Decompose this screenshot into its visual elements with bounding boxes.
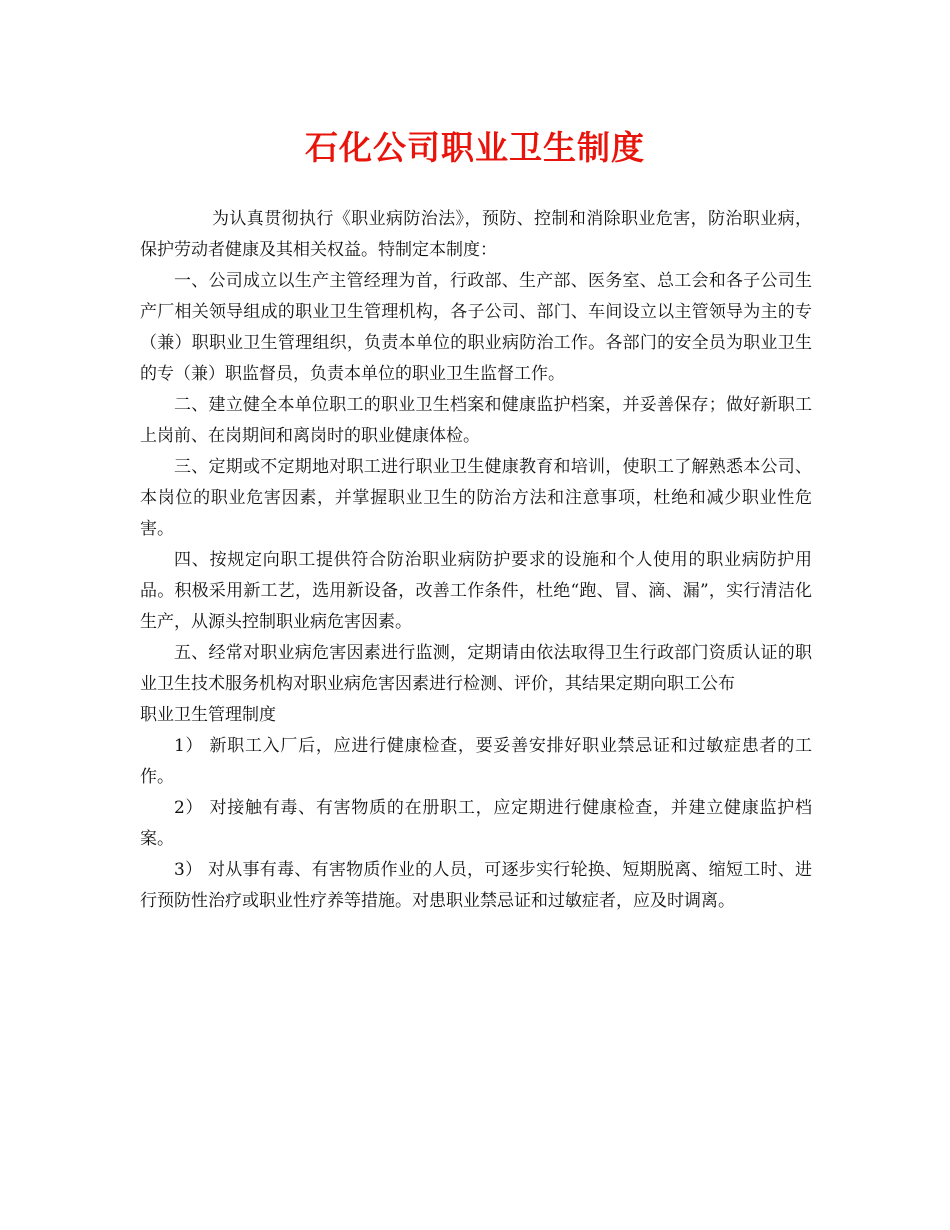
section-heading: 职业卫生管理制度 (140, 705, 276, 725)
clause-3-paragraph: 三、定期或不定期地对职工进行职业卫生健康教育和培训，使职工了解熟悉本公司、本岗位的职业危害因素，并掌握职业卫生的防治方法和注意事项，杜绝和减少职业性危害。 (140, 457, 812, 539)
clause-5-paragraph: 五、经常对职业病危害因素进行监测，定期请由依法取得卫生行政部门资质认证的职业卫生技术服务机构对职业病危害因素进行检测、评价，其结果定期向职工公布 (140, 643, 812, 694)
rule-1-paragraph: 1） 新职工入厂后，应进行健康检查，要妥善安排好职业禁忌证和过敏症患者的工作。 (140, 736, 812, 787)
rule-3-paragraph: 3） 对从事有毒、有害物质作业的人员，可逐步实行轮换、短期脱离、缩短工时、进行预防性治疗或职业性疗养等措施。对患职业禁忌证和过敏症者，应及时调离。 (140, 860, 812, 911)
clause-4-paragraph: 四、按规定向职工提供符合防治职业病防护要求的设施和个人使用的职业病防护用品。积极采用新工艺，选用新设备，改善工作条件，杜绝“跑、冒、滴、漏”，实行清洁化生产，从源头控制职业病危害因素。 (140, 550, 812, 632)
intro-paragraph: 为认真贯彻执行《职业病防治法》，预防、控制和消除职业危害，防治职业病，保护劳动者健康及其相关权益。特制定本制度： (140, 209, 812, 260)
document-body (140, 204, 812, 917)
document-title: 石化公司职业卫生制度 (305, 128, 645, 167)
clause-2-paragraph: 二、建立健全本单位职工的职业卫生档案和健康监护档案，并妥善保存；做好新职工上岗前、在岗期间和离岗时的职业健康体检。 (140, 395, 812, 446)
clause-1-paragraph: 一、公司成立以生产主管经理为首，行政部、生产部、医务室、总工会和各子公司生产厂相关领导组成的职业卫生管理机构，各子公司、部门、车间设立以主管领导为主的专（兼）职职业卫生管理组织，负责本单位的职业病防治工作。各部门的安全员为职业卫生的专（兼）职监督员，负责本单位的职业卫生监督工作。 (140, 271, 812, 384)
rule-2-paragraph: 2） 对接触有毒、有害物质的在册职工，应定期进行健康检查，并建立健康监护档案。 (140, 798, 812, 849)
